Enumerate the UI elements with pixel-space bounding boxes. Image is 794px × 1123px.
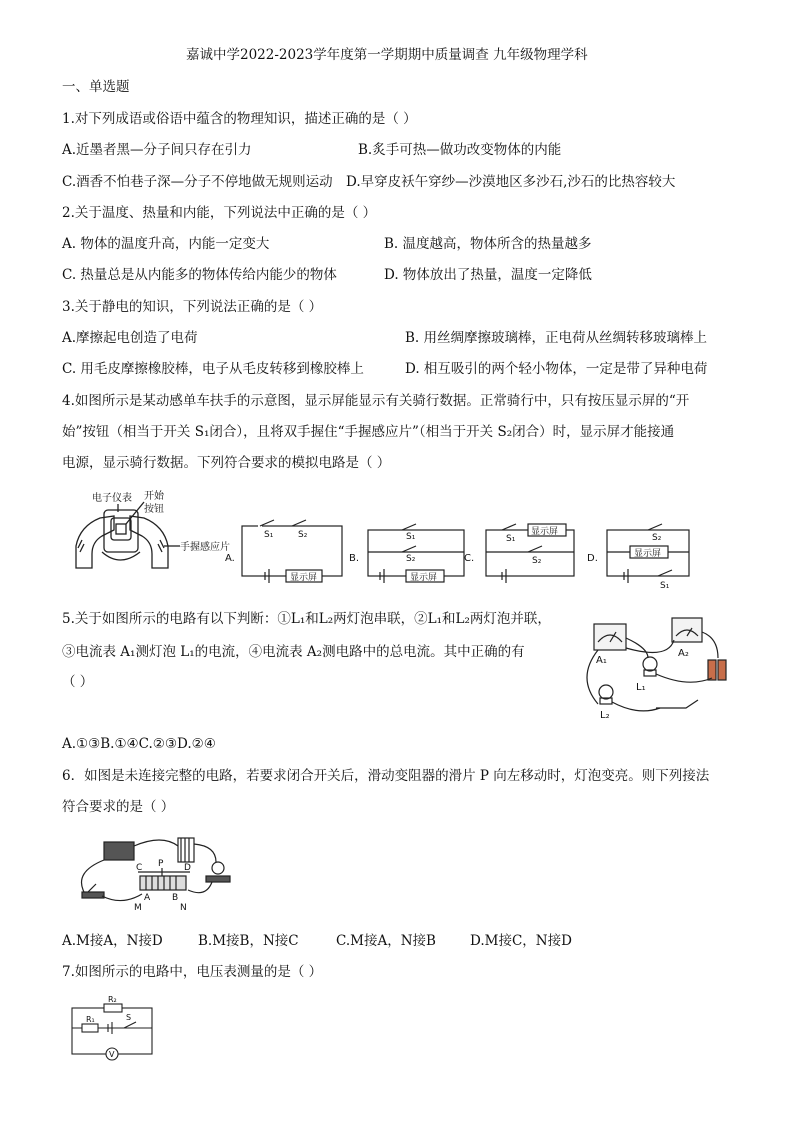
q6-label-m: M [134,903,142,913]
q6-line-1: 6．如图是未连接完整的电路，若要求闭合开关后，滑动变阻器的滑片 P 向左移动时，灯泡变亮。则下列接法 [62,768,710,784]
q6-line-2: 符合要求的是（ ） [62,799,175,815]
q1-stem: 1.对下列成语或俗语中蕴含的物理知识，描述正确的是（ ） [62,111,417,127]
q4-b-label: B. [349,553,360,564]
q6-label-p: P [158,859,164,869]
q7-label-v: V [109,1050,115,1059]
q7-label-r1: R₁ [86,1015,95,1024]
q6-figure [66,832,246,914]
q4-figure [62,488,702,593]
q4-line-3: 电源，显示骑行数据。下列符合要求的模拟电路是（ ） [62,455,391,471]
q3-option-a: A.摩擦起电创造了电荷 [62,330,198,346]
q6-label-a: A [144,893,151,903]
q6-option-c: C.M接A，N接B [336,933,436,949]
q6-label-d: D [184,863,191,873]
q5-figure [568,608,734,723]
q6-option-b: B.M接B，N接C [198,933,299,949]
q1-option-d: D.早穿皮袄午穿纱—沙漠地区多沙石,沙石的比热容较大 [346,174,676,190]
q4-a-display: 显示屏 [290,573,318,583]
q5-label-a1: A₁ [596,655,607,666]
q5-label-a2: A₂ [678,648,689,659]
q5-line-2: ③电流表 A₁测灯泡 L₁的电流，④电流表 A₂测电路中的总电流。其中正确的有 [62,644,525,660]
q4-a-label: A. [225,553,235,564]
q2-stem: 2.关于温度、热量和内能，下列说法中正确的是（ ） [62,205,377,221]
q3-option-b: B. 用丝绸摩擦玻璃棒，正电荷从丝绸转移玻璃棒上 [405,330,708,346]
q1-option-b: B.炙手可热—做功改变物体的内能 [358,142,562,158]
q1-option-c: C.酒香不怕巷子深—分子不停地做无规则运动 [62,174,333,190]
q4-label-start-1: 开始 [144,491,164,502]
q5-label-l1: L₁ [636,682,646,693]
q4-d-label: D. [587,553,598,564]
q4-label-sensor: 手握感应片 [180,542,230,553]
q4-c-s2: S₂ [532,556,542,566]
q6-label-b: B [172,893,179,903]
q4-d-display: 显示屏 [634,549,662,559]
q5-options: A.①③B.①④C.②③D.②④ [62,736,216,752]
q5-line-1: 5.关于如图所示的电路有以下判断：①L₁和L₂两灯泡串联，②L₁和L₂两灯泡并联， [62,611,551,627]
q4-c-s1: S₁ [506,534,516,544]
q2-option-a: A. 物体的温度升高，内能一定变大 [62,236,270,252]
q7-figure [64,994,164,1064]
q4-a-s1: S₁ [264,530,274,540]
q6-label-n: N [180,903,187,913]
q4-c-display: 显示屏 [531,527,559,537]
q4-label-meter: 电子仪表 [92,493,132,504]
q4-b-s1: S₁ [406,532,416,542]
q7-stem: 7.如图所示的电路中，电压表测量的是（ ） [62,964,323,980]
q6-option-d: D.M接C，N接D [470,933,572,949]
q5-line-3: （ ） [62,674,94,690]
q2-option-d: D. 物体放出了热量，温度一定降低 [384,267,592,283]
q4-a-s2: S₂ [298,530,308,540]
q1-option-a: A.近墨者黑—分子间只存在引力 [62,142,252,158]
q2-option-c: C. 热量总是从内能多的物体传给内能少的物体 [62,267,337,283]
q3-option-c: C. 用毛皮摩擦橡胶棒，电子从毛皮转移到橡胶棒上 [62,361,364,377]
q4-line-2: 始”按钮（相当于开关 S₁闭合），且将双手握住“手握感应片”（相当于开关 S₂闭合）时，显示屏才能接通 [62,424,675,440]
page-title: 嘉诚中学2022-2023学年度第一学期期中质量调查 九年级物理学科 [186,47,588,63]
q7-label-s: S [126,1013,132,1022]
q5-label-l2: L₂ [600,710,610,721]
q4-b-s2: S₂ [406,554,416,564]
q4-label-start-2: 按钮 [144,504,164,515]
q6-label-c: C [136,863,143,873]
q3-stem: 3.关于静电的知识，下列说法正确的是（ ） [62,299,323,315]
q3-option-d: D. 相互吸引的两个轻小物体，一定是带了异种电荷 [405,361,708,377]
q4-d-s2: S₂ [652,533,662,543]
q7-label-r2: R₂ [108,995,117,1004]
q4-d-s1: S₁ [660,581,670,591]
q6-option-a: A.M接A，N接D [62,933,163,949]
q2-option-b: B. 温度越高，物体所含的热量越多 [384,236,592,252]
q4-line-1: 4.如图所示是某动感单车扶手的示意图，显示屏能显示有关骑行数据。正常骑行中，只有按压显示屏的“开 [62,393,690,409]
q4-b-display: 显示屏 [410,573,438,583]
q4-c-label: C. [464,553,475,564]
section-heading: 一、单选题 [62,79,130,95]
